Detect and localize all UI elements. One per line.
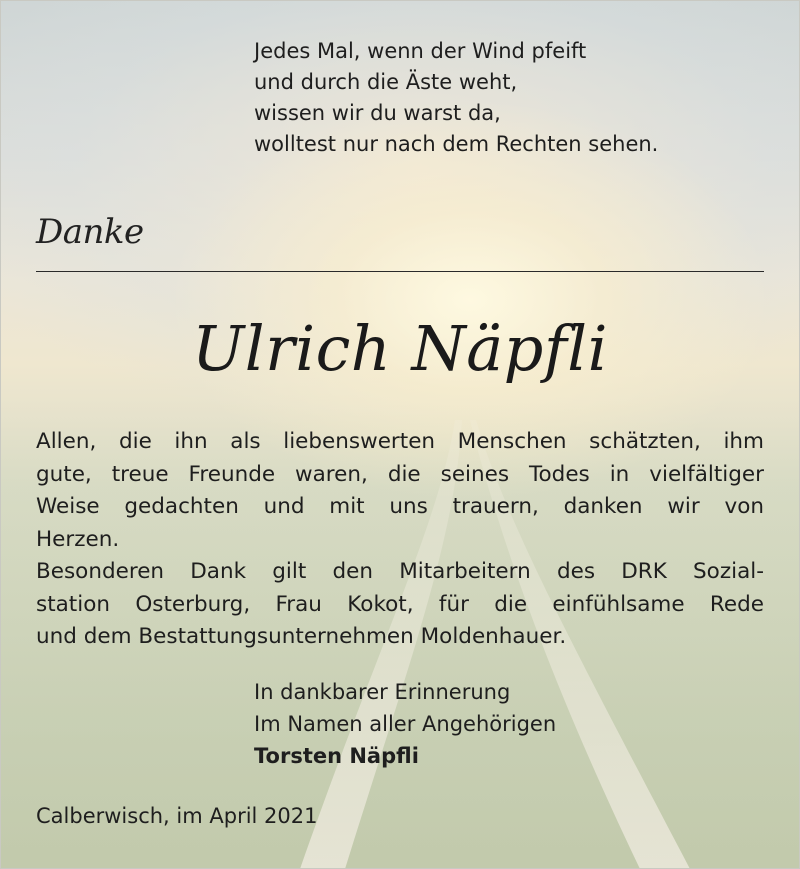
thanks-line: station Osterburg, Frau Kokot, für die einfühlsame Rede (36, 591, 764, 617)
signer-name: Torsten Näpfli (254, 744, 419, 768)
thanks-line: und dem Bestattungsunternehmen Moldenhauer. (36, 624, 567, 649)
poem-line: und durch die Äste weht, (254, 70, 518, 94)
heading-danke: Danke (36, 212, 144, 252)
thanks-line: Allen, die ihn als liebenswerten Menschen schätzten, ihm (36, 429, 764, 454)
poem-line: Jedes Mal, wenn der Wind pfeift (254, 39, 587, 63)
place-date: Calberwisch, im April 2021 (36, 804, 318, 828)
poem-line: wolltest nur nach dem Rechten sehen. (254, 132, 659, 156)
thanks-line: gute, treue Freunde waren, die seines Todes in vielfältiger (36, 461, 764, 487)
signature-block (254, 676, 556, 772)
thanks-text (36, 426, 764, 654)
poem-line: wissen wir du warst da, (254, 101, 501, 125)
divider-rule (36, 271, 764, 272)
poem (254, 36, 658, 160)
thanks-line: Weise gedachten und mit uns trauern, danken wir von (36, 494, 764, 519)
signature-line: Im Namen aller Angehörigen (254, 712, 557, 736)
deceased-name: Ulrich Näpfli (192, 312, 608, 385)
thanks-line: Besonderen Dank gilt den Mitarbeitern des DRK Sozial- (36, 559, 764, 584)
signature-line: In dankbarer Erinnerung (254, 680, 511, 704)
thanks-line: Herzen. (36, 526, 120, 552)
